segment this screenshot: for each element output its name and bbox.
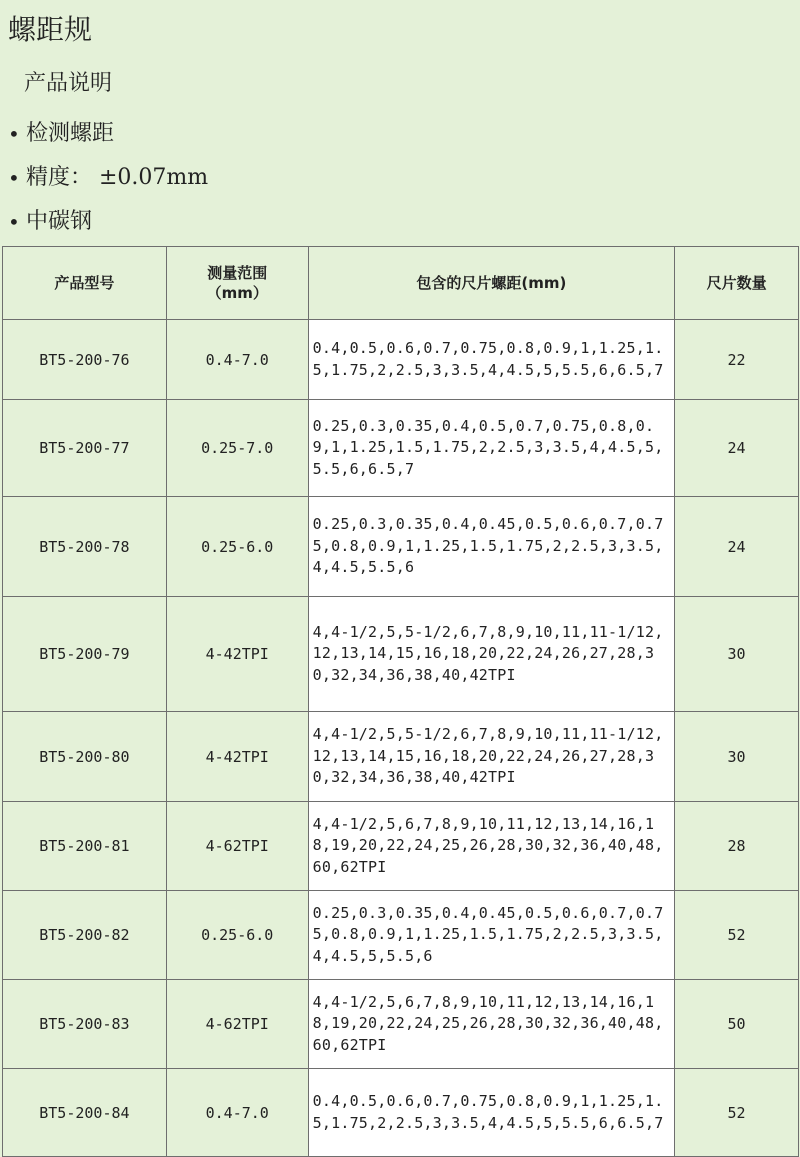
bullet-icon: • [8, 122, 20, 146]
feature-item [8, 112, 208, 156]
table-row [3, 712, 799, 802]
feature-list [8, 112, 208, 244]
header-count: 尺片数量 [675, 247, 799, 320]
spec-table [2, 246, 799, 1157]
header-pitches: 包含的尺片螺距(mm) [308, 247, 674, 320]
cell-range: 0.4-7.0 [166, 320, 308, 400]
feature-item [8, 200, 208, 244]
page-title: 螺距规 [8, 13, 93, 46]
table-row [3, 400, 799, 497]
table-row [3, 497, 799, 597]
cell-count: 50 [675, 980, 799, 1069]
cell-model: BT5-200-77 [3, 400, 167, 497]
table-header-row [3, 247, 799, 320]
cell-range: 0.25-6.0 [166, 891, 308, 980]
cell-count: 28 [675, 802, 799, 891]
cell-model: BT5-200-81 [3, 802, 167, 891]
cell-count: 24 [675, 497, 799, 597]
cell-model: BT5-200-84 [3, 1069, 167, 1157]
bullet-icon: • [8, 166, 20, 190]
feature-text: 中碳钢 [26, 209, 93, 234]
cell-range: 0.25-6.0 [166, 497, 308, 597]
cell-pitches: 4,4-1/2,5,6,7,8,9,10,11,12,13,14,16,18,19,20,22,24,25,26,28,30,32,36,40,48,60,62TPI [308, 802, 674, 891]
cell-model: BT5-200-76 [3, 320, 167, 400]
cell-model: BT5-200-79 [3, 597, 167, 712]
table-row [3, 597, 799, 712]
feature-item [8, 156, 208, 200]
cell-model: BT5-200-83 [3, 980, 167, 1069]
cell-pitches: 0.4,0.5,0.6,0.7,0.75,0.8,0.9,1,1.25,1.5,1.75,2,2.5,3,3.5,4,4.5,5,5.5,6,6.5,7 [308, 320, 674, 400]
cell-pitches: 0.25,0.3,0.35,0.4,0.45,0.5,0.6,0.7,0.75,0.8,0.9,1,1.25,1.5,1.75,2,2.5,3,3.5,4,4.5,5.5,6 [308, 497, 674, 597]
feature-text: 精度： ±0.07mm [26, 165, 209, 190]
section-subtitle: 产品说明 [24, 71, 113, 96]
feature-text: 检测螺距 [26, 121, 115, 146]
table-row [3, 891, 799, 980]
cell-count: 30 [675, 597, 799, 712]
cell-model: BT5-200-82 [3, 891, 167, 980]
cell-pitches: 0.25,0.3,0.35,0.4,0.5,0.7,0.75,0.8,0.9,1,1.25,1.5,1.75,2,2.5,3,3.5,4,4.5,5,5.5,6,6.5,7 [308, 400, 674, 497]
header-range-unit: （mm） [206, 284, 268, 302]
cell-count: 52 [675, 891, 799, 980]
header-range-label: 测量范围 [207, 264, 268, 282]
cell-range: 4-62TPI [166, 802, 308, 891]
header-range [166, 247, 308, 320]
cell-pitches: 4,4-1/2,5,5-1/2,6,7,8,9,10,11,11-1/12,12,13,14,15,16,18,20,22,24,26,27,28,30,32,34,36,38,40,42TPI [308, 712, 674, 802]
bullet-icon: • [8, 210, 20, 234]
table-row [3, 320, 799, 400]
cell-pitches: 4,4-1/2,5,5-1/2,6,7,8,9,10,11,11-1/12,12,13,14,15,16,18,20,22,24,26,27,28,30,32,34,36,38,40,42TPI [308, 597, 674, 712]
cell-range: 0.4-7.0 [166, 1069, 308, 1157]
cell-count: 30 [675, 712, 799, 802]
cell-pitches: 4,4-1/2,5,6,7,8,9,10,11,12,13,14,16,18,19,20,22,24,25,26,28,30,32,36,40,48,60,62TPI [308, 980, 674, 1069]
table-row [3, 1069, 799, 1157]
cell-model: BT5-200-80 [3, 712, 167, 802]
cell-count: 24 [675, 400, 799, 497]
table-row [3, 980, 799, 1069]
cell-count: 52 [675, 1069, 799, 1157]
cell-pitches: 0.25,0.3,0.35,0.4,0.45,0.5,0.6,0.7,0.75,0.8,0.9,1,1.25,1.5,1.75,2,2.5,3,3.5,4,4.5,5,5.5,6 [308, 891, 674, 980]
cell-range: 4-42TPI [166, 597, 308, 712]
cell-model: BT5-200-78 [3, 497, 167, 597]
header-model: 产品型号 [3, 247, 167, 320]
table-row [3, 802, 799, 891]
cell-count: 22 [675, 320, 799, 400]
cell-range: 4-42TPI [166, 712, 308, 802]
cell-pitches: 0.4,0.5,0.6,0.7,0.75,0.8,0.9,1,1.25,1.5,1.75,2,2.5,3,3.5,4,4.5,5,5.5,6,6.5,7 [308, 1069, 674, 1157]
cell-range: 0.25-7.0 [166, 400, 308, 497]
cell-range: 4-62TPI [166, 980, 308, 1069]
